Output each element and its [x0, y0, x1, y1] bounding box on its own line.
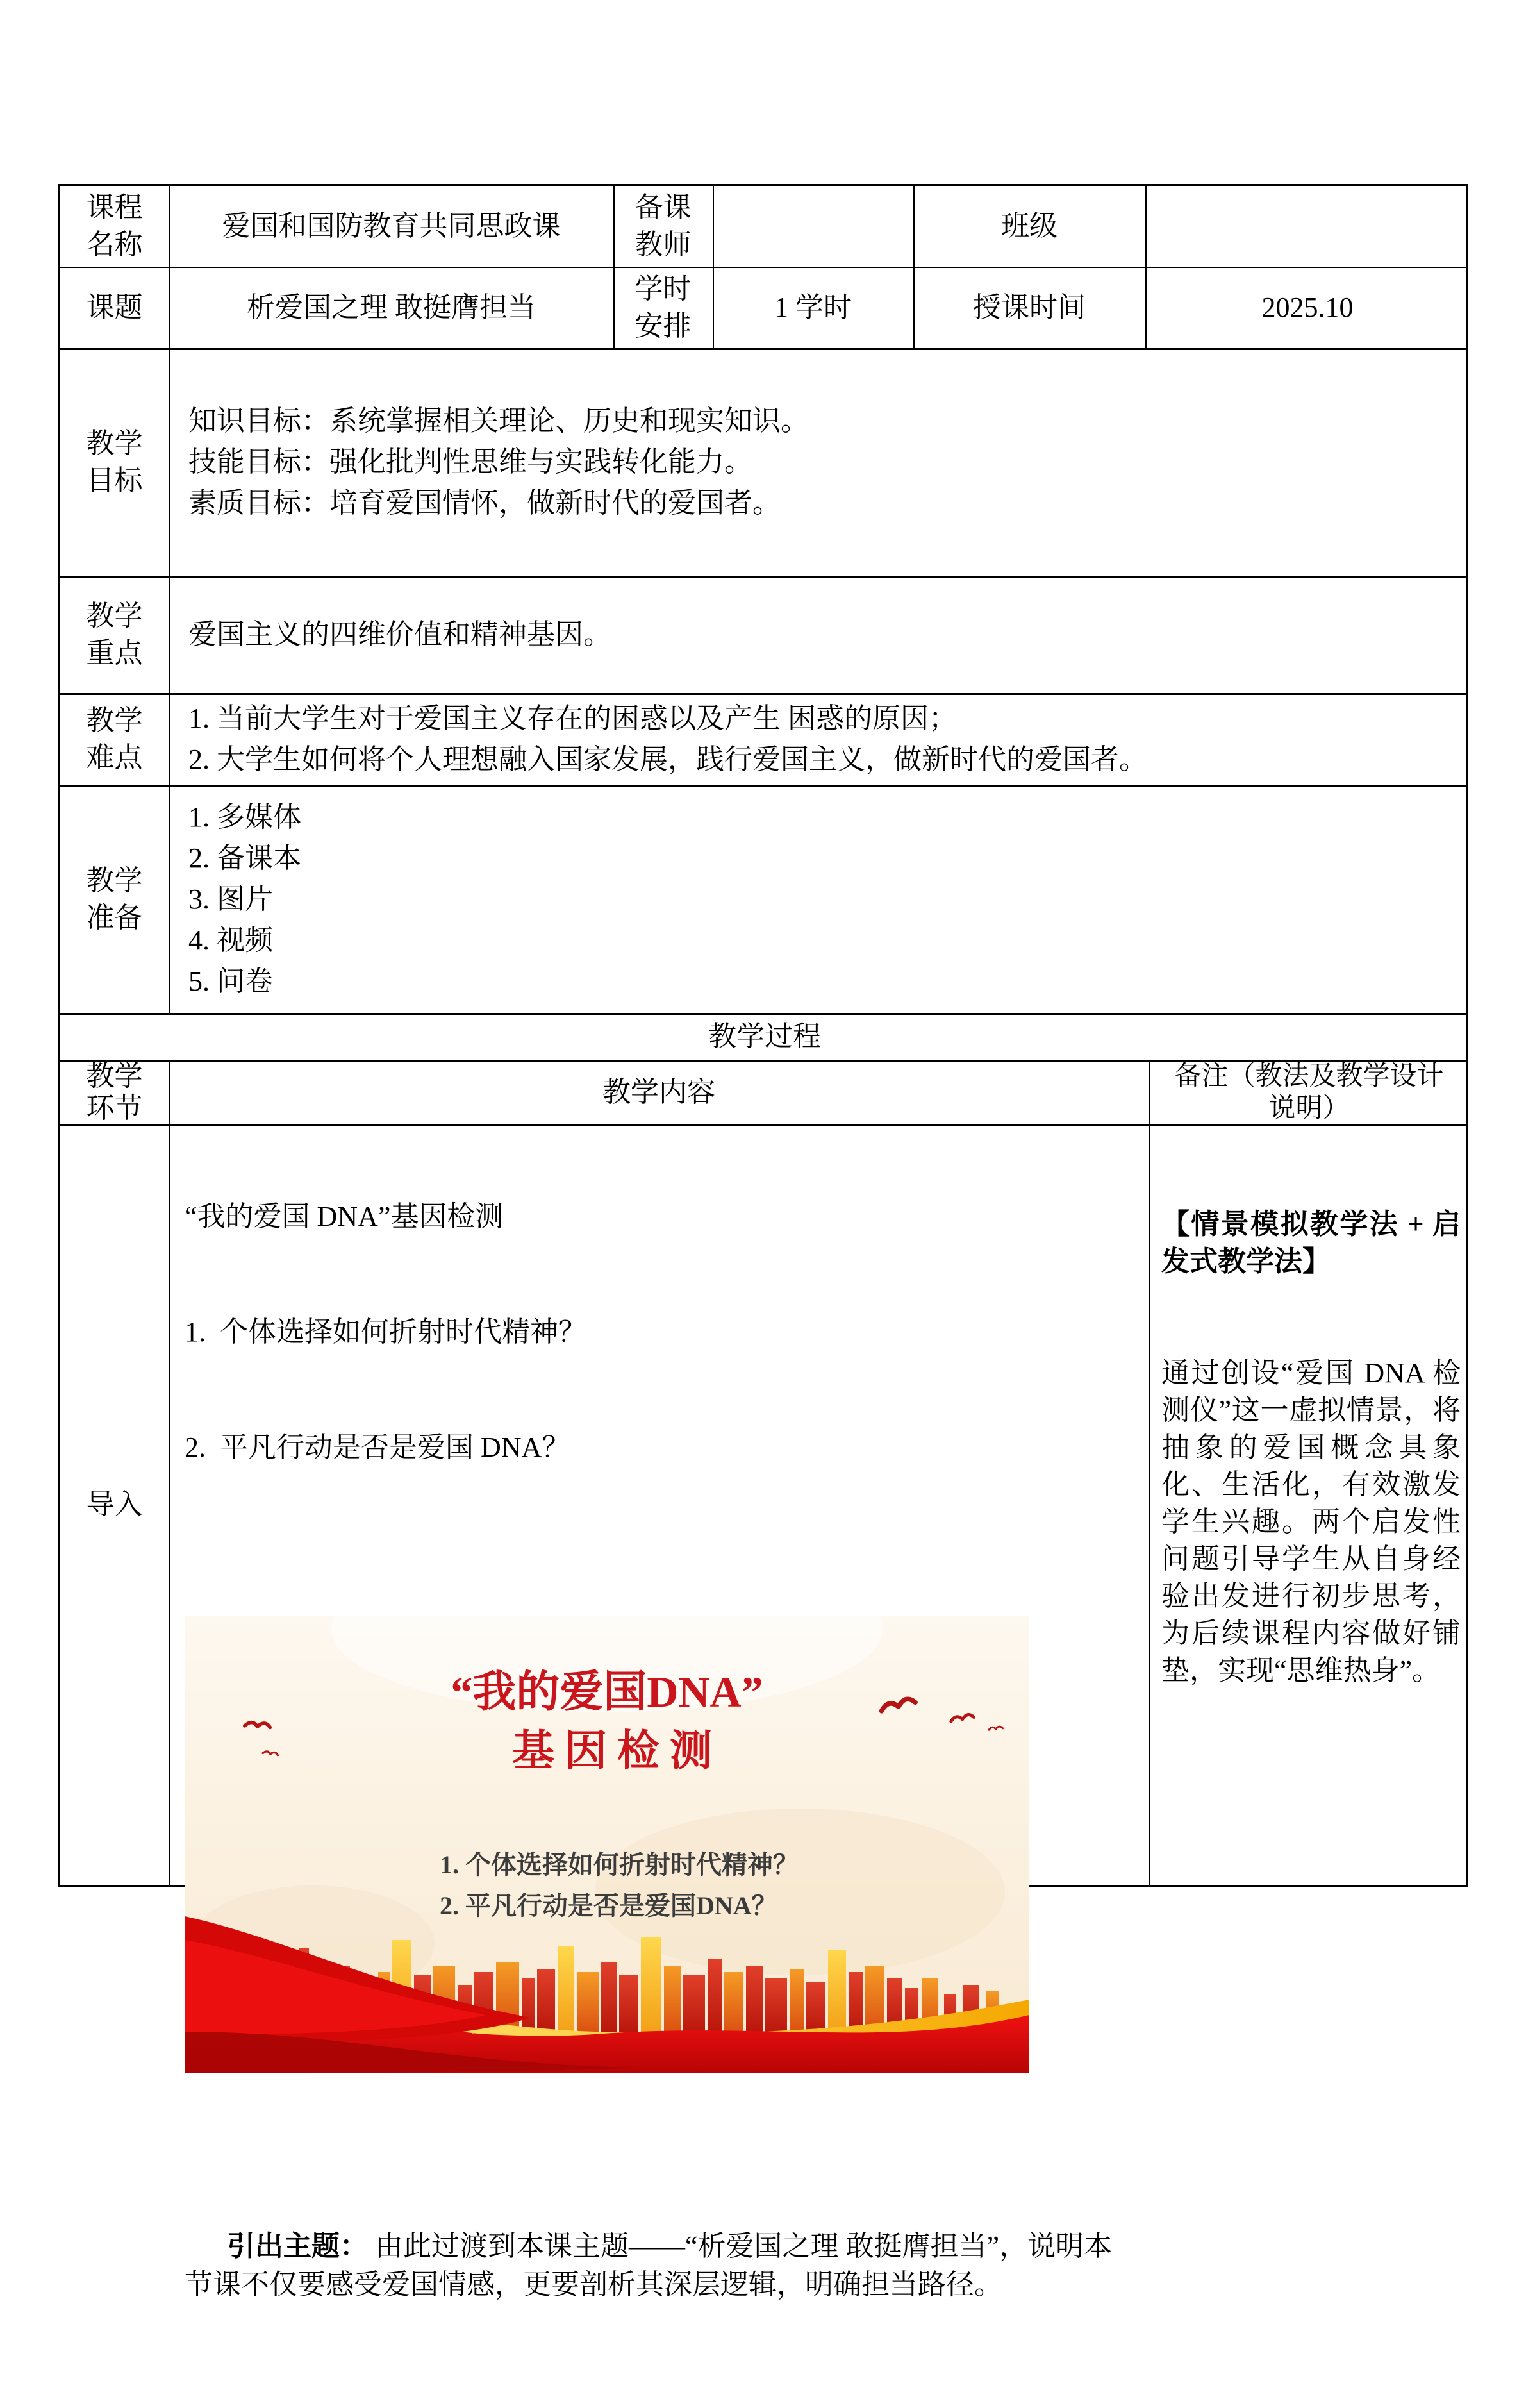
goal-line: 素质目标：培育爱国情怀，做新时代的爱国者。 — [188, 487, 781, 519]
topic-value: 析爱国之理 敢挺膺担当 — [247, 291, 536, 323]
prep-item: 3. 图片 — [188, 883, 273, 915]
intro-slide-image — [185, 1616, 1029, 2073]
prep-label: 教学准备 — [86, 864, 143, 933]
difficulty-content — [169, 693, 1470, 785]
teacher-label: 备课教师 — [634, 192, 692, 260]
teach-time-label: 授课时间 — [973, 291, 1086, 323]
slide-question-1: 1. 个体选择如何折射时代精神？ — [440, 1850, 799, 1879]
slide-title-line2: 基因检测 — [512, 1728, 722, 1775]
course-name-label: 课程名称 — [86, 192, 143, 260]
goals-content — [169, 348, 1470, 576]
intro-content-cell — [169, 1124, 1149, 2300]
topic-label: 课题 — [86, 291, 143, 323]
intro-summary-lead: 引出主题： — [227, 2230, 368, 2262]
teaching-method-title: 【情景模拟教学法 + 启发式教学法】 — [1161, 1208, 1461, 1277]
goals-label: 教学目标 — [86, 427, 143, 496]
intro-heading: “我的爱国 DNA”基因检测 — [185, 1201, 504, 1232]
focus-text: 爱国主义的四维价值和精神基因。 — [188, 618, 611, 650]
intro-question-2: 2. 平凡行动是否是爱国 DNA？ — [185, 1432, 570, 1463]
prep-content — [169, 785, 1470, 1013]
intro-question-1: 1. 个体选择如何折射时代精神？ — [185, 1316, 586, 1348]
content-header: 教学内容 — [602, 1076, 715, 1108]
difficulty-line: 2. 大学生如何将个人理想融入国家发展，践行爱国主义，做新时代的爱国者。 — [188, 744, 1147, 775]
intro-notes-cell — [1149, 1124, 1470, 1885]
hours-label: 学时安排 — [634, 272, 692, 342]
goal-line: 知识目标：系统掌握相关理论、历史和现实知识。 — [188, 405, 809, 437]
prep-item: 2. 备课本 — [188, 842, 301, 874]
notes-header: 备注（教法及教学设计说明） — [1174, 1061, 1444, 1123]
intro-summary — [185, 2189, 1136, 2343]
difficulty-line: 1. 当前大学生对于爱国主义存在的困惑以及产生 困惑的原因； — [188, 703, 957, 734]
difficulty-label: 教学难点 — [86, 705, 143, 773]
course-name-value: 爱国和国防教育共同思政课 — [222, 210, 561, 242]
class-value — [1145, 186, 1470, 267]
teach-time-value: 2025.10 — [1261, 291, 1354, 323]
lesson-plan-table — [58, 184, 1468, 2300]
teacher-value — [713, 186, 913, 267]
teaching-method-body: 通过创设“爱国 DNA 检测仪”这一虚拟情景，将抽象的爱国概念具象化、生活化，有效激发学生兴趣。两个启发性问题引导学生从自身经验出发进行初步思考，为后续课程内容做好铺垫，实现“思维热身”。 — [1161, 1357, 1461, 1686]
goal-line: 技能目标：强化批判性思维与实践转化能力。 — [188, 446, 752, 478]
hours-value: 1 学时 — [774, 291, 852, 323]
prep-item: 5. 问卷 — [188, 965, 273, 997]
class-label: 班级 — [1001, 210, 1057, 242]
focus-label: 教学重点 — [86, 599, 143, 669]
slide-title-line1: “我的爱国DNA” — [451, 1668, 763, 1716]
slide-question-2: 2. 平凡行动是否是爱国DNA？ — [440, 1891, 777, 1920]
stage-intro-label: 导入 — [86, 1488, 143, 1520]
prep-item: 4. 视频 — [188, 924, 273, 956]
stage-header: 教学环节 — [86, 1060, 143, 1124]
prep-item: 1. 多媒体 — [188, 801, 301, 833]
process-title: 教学过程 — [708, 1021, 821, 1052]
intro-summary-text: 由此过渡到本课主题——“析爱国之理 敢挺膺担当”，说明本节课不仅要感受爱国情感，更要剖析其深层逻辑，明确担当路径。 — [185, 2230, 1113, 2300]
focus-content — [169, 576, 1470, 693]
